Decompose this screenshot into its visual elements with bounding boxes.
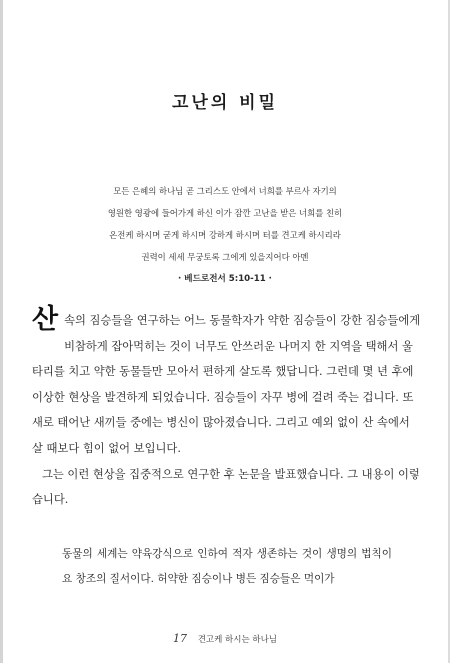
epigraph-line: 영원한 영광에 들어가게 하신 이가 잠깐 고난을 받은 너희를 친히 xyxy=(107,208,343,218)
body-paragraph xyxy=(32,304,422,462)
page-number: 17 xyxy=(172,632,187,645)
epigraph-line: 모든 은혜의 하나님 곧 그리스도 안에서 너희를 부르사 자기의 xyxy=(113,186,337,196)
drop-cap: 산 xyxy=(32,304,59,335)
chapter-title: 고난의 비밀 xyxy=(171,93,279,113)
page-footer xyxy=(0,632,450,645)
epigraph xyxy=(50,180,400,290)
body-paragraph: 그는 이런 현상을 집중적으로 연구한 후 논문을 발표했습니다. 그 내용이 이렇습니다. xyxy=(32,467,420,507)
quote-text: 동물의 세계는 약육강식으로 인하여 적자 생존하는 것이 생명의 법칙이요 창조의 질서이다. 허약한 짐승이나 병든 짐승들은 먹이가 xyxy=(62,548,392,585)
epigraph-line: 온전케 하시며 굳게 하시며 강하게 하시며 터를 견고케 하시리라 xyxy=(109,230,341,240)
running-head: 견고케 하시는 하나님 xyxy=(197,635,277,645)
quote-block xyxy=(62,542,392,592)
paragraph-text: 속의 짐승들을 연구하는 어느 동물학자가 약한 짐승들이 강한 짐승들에게 비참하게 잡아먹히는 것이 너무도 안쓰러운 나머지 한 지역을 택해서 울타리를 치고 약한 동물들만 모아서 편하게 살도록 했답니다. 그런데 몇 년 후에 이상한 현상을 발견하게 되었습니다. 짐승들이 자꾸 병에 걸려 죽는 겁니다. 또 새로 태어난 새끼들 중에는 병신이 많아졌습니다. 그리고 예외 없이 산 속에서 살 때보다 힘이 없어 보입니다. xyxy=(32,314,421,455)
body-text xyxy=(32,304,422,513)
scripture-reference: · 베드로전서 5:10-11 · xyxy=(178,274,272,284)
epigraph-line: 권력이 세세 무궁토록 그에게 있을지어다 아멘 xyxy=(141,252,309,262)
